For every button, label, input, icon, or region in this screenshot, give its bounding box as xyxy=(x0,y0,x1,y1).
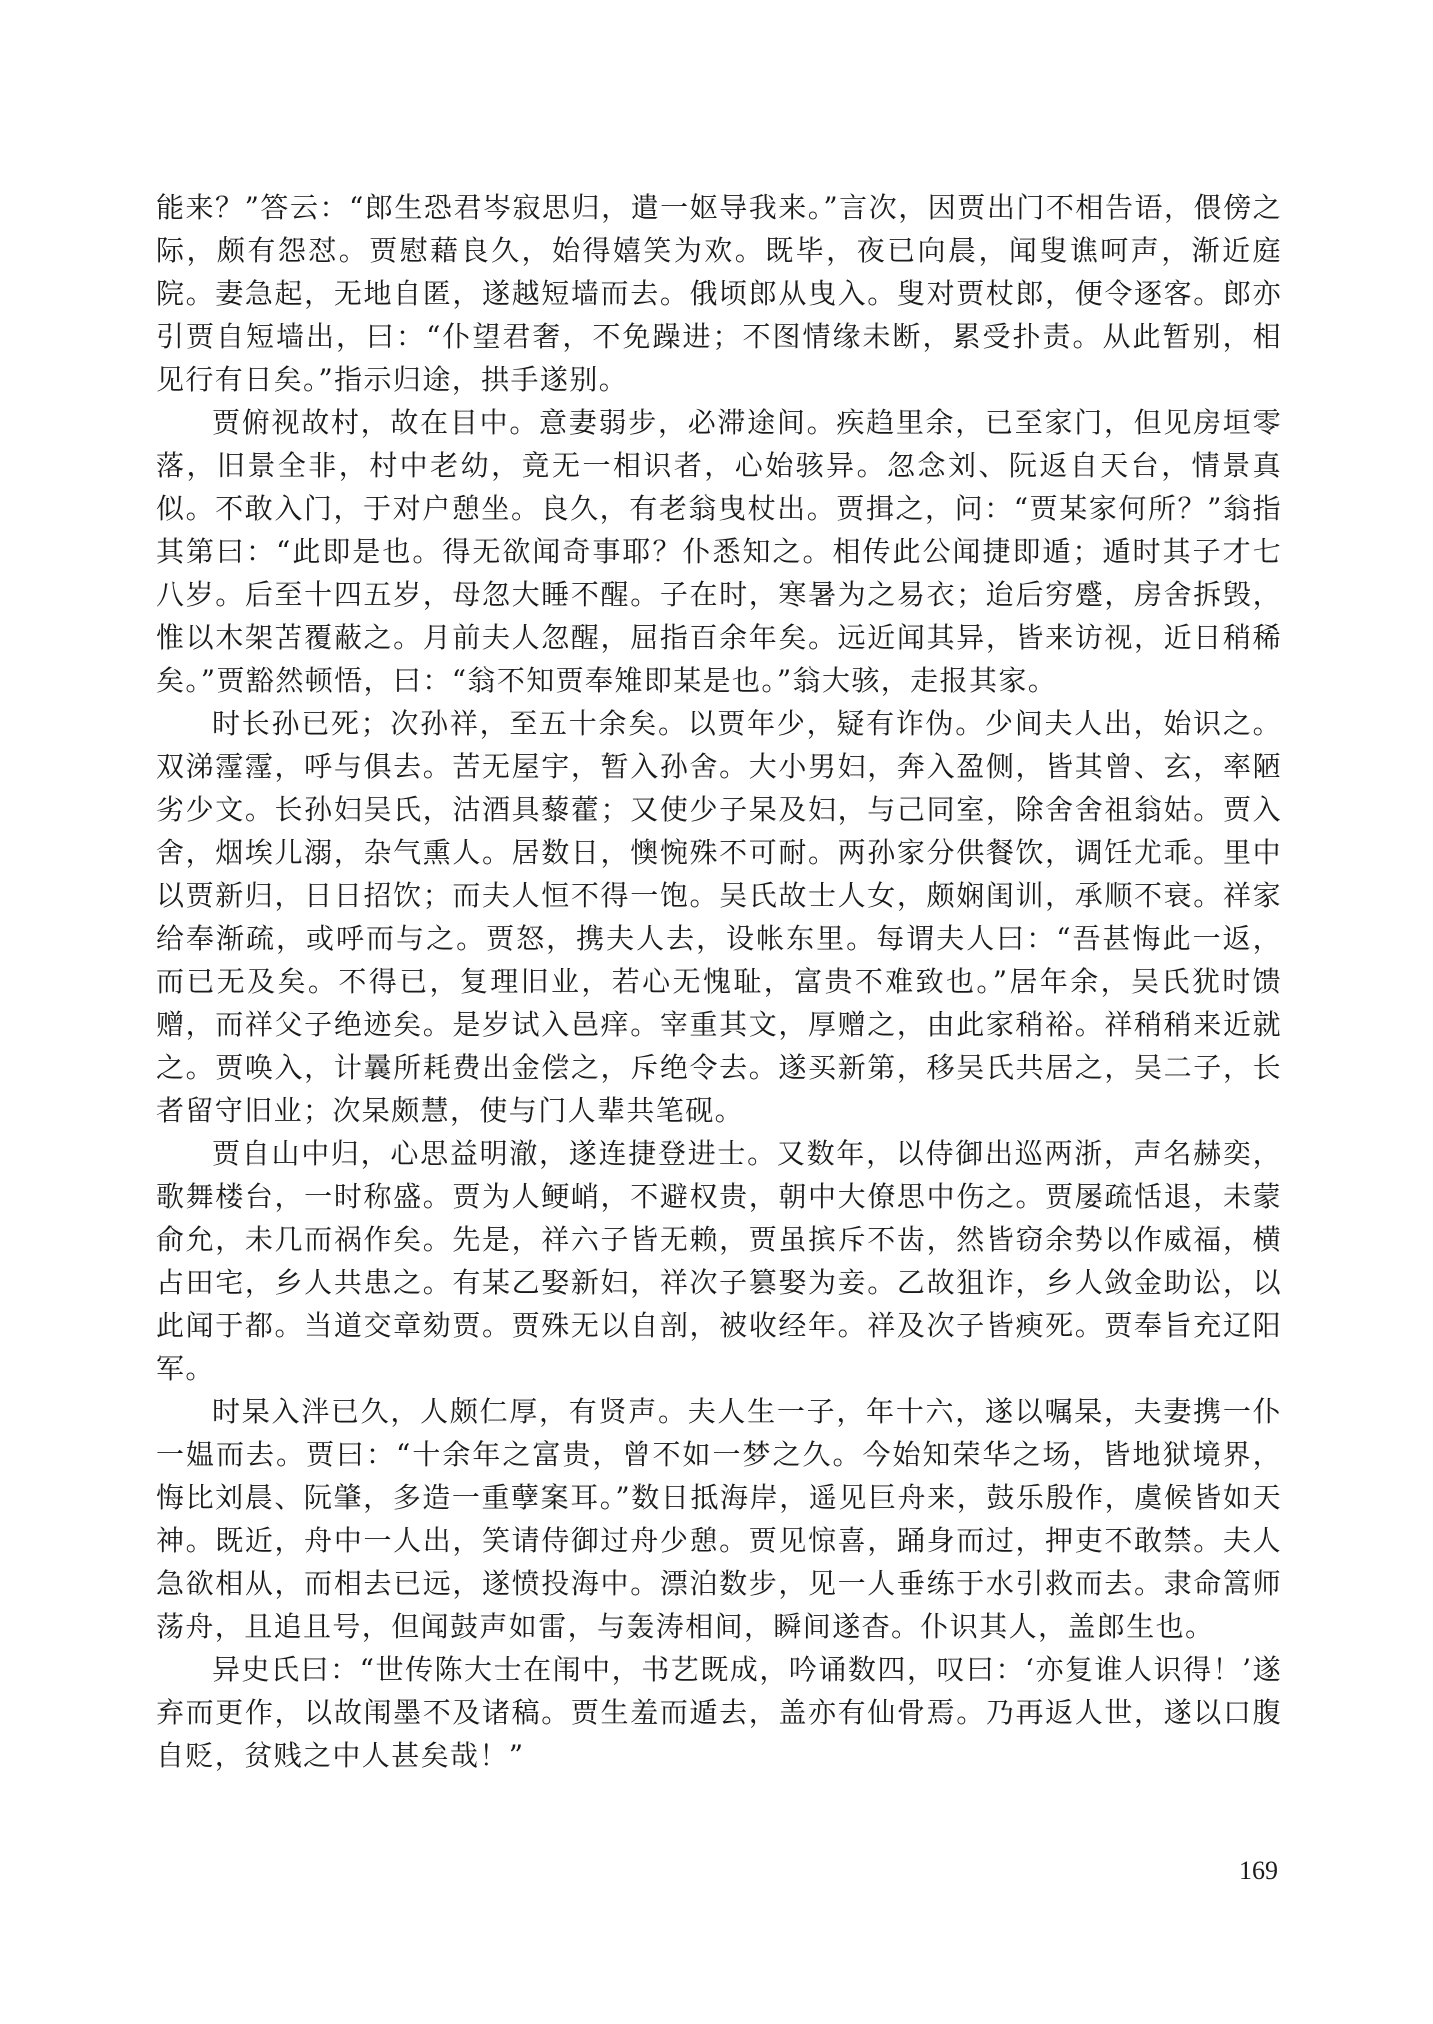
paragraph-5: 时杲入泮已久，人颇仁厚，有贤声。夫人生一子，年十六，遂以嘱杲，夫妻携一仆一媪而去。贾曰：“十余年之富贵，曾不如一梦之久。今始知荣华之场，皆地狱境界，悔比刘晨、阮肇，多造一重孽案耳。”数日抵海岸，遥见巨舟来，鼓乐殷作，虞候皆如天神。既近，舟中一人出，笑请侍御过舟少憩。贾见惊喜，踊身而过，押吏不敢禁。夫人急欲相从，而相去已远，遂愤投海中。漂泊数步，见一人垂练于水引救而去。隶命篙师荡舟，且追且号，但闻鼓声如雷，与轰涛相间，瞬间遂杳。仆识其人，盖郎生也。 xyxy=(156,1395,1282,1643)
paragraph-6: 异史氏曰：“世传陈大士在闱中，书艺既成，吟诵数四，叹曰：‘亦复谁人识得！’遂弃而更作，以故闱墨不及诸稿。贾生羞而遁去，盖亦有仙骨焉。乃再返人世，遂以口腹自贬，贫贱之中人甚矣哉！” xyxy=(156,1653,1282,1772)
paragraph-3: 时长孙已死；次孙祥，至五十余矣。以贾年少，疑有诈伪。少间夫人出，始识之。双涕霪霪，呼与俱去。苦无屋宇，暂入孙舍。大小男妇，奔入盈侧，皆其曾、玄，率陋劣少文。长孙妇吴氏，沽酒具藜藿；又使少子杲及妇，与己同室，除舍舍祖翁姑。贾入舍，烟埃儿溺，杂气熏人。居数日，懊惋殊不可耐。两孙家分供餐饮，调饪尤乖。里中以贾新归，日日招饮；而夫人恒不得一饱。吴氏故士人女，颇娴闺训，承顺不衰。祥家给奉渐疏，或呼而与之。贾怒，携夫人去，设帐东里。每谓夫人曰：“吾甚悔此一返，而已无及矣。不得已，复理旧业，若心无愧耻，富贵不难致也。”居年余，吴氏犹时馈赠，而祥父子绝迹矣。是岁试入邑痒。宰重其文，厚赠之，由此家稍裕。祥稍稍来近就之。贾唤入，计曩所耗费出金偿之，斥绝令去。遂买新第，移吴氏共居之，吴二子，长者留守旧业；次杲颇慧，使与门人辈共笔砚。 xyxy=(156,707,1282,1127)
body-text xyxy=(156,186,1282,1777)
page-number: 169 xyxy=(1239,1856,1278,1885)
paragraph-1: 能来？”答云：“郎生恐君岑寂思归，遣一妪导我来。”言次，因贾出门不相告语，偎傍之际，颇有怨怼。贾慰藉良久，始得嬉笑为欢。既毕，夜已向晨，闻叟谯呵声，渐近庭院。妻急起，无地自匿，遂越短墙而去。俄顷郎从曳入。叟对贾杖郎，便令逐客。郎亦引贾自短墙出，曰：“仆望君奢，不免躁进；不图情缘未断，累受扑责。从此暂别，相见行有日矣。”指示归途，拱手遂别。 xyxy=(156,191,1282,396)
paragraph-2: 贾俯视故村，故在目中。意妻弱步，必滞途间。疾趋里余，已至家门，但见房垣零落，旧景全非，村中老幼，竟无一相识者，心始骇异。忽念刘、阮返自天台，情景真似。不敢入门，于对户憩坐。良久，有老翁曳杖出。贾揖之，问：“贾某家何所？”翁指其第曰：“此即是也。得无欲闻奇事耶？仆悉知之。相传此公闻捷即遁；遁时其子才七八岁。后至十四五岁，母忽大睡不醒。子在时，寒暑为之易衣；迨后穷蹙，房舍拆毁，惟以木架苫覆蔽之。月前夫人忽醒，屈指百余年矣。远近闻其异，皆来访视，近日稍稀矣。”贾豁然顿悟，曰：“翁不知贾奉雉即某是也。”翁大骇，走报其家。 xyxy=(156,406,1282,697)
paragraph-4: 贾自山中归，心思益明澈，遂连捷登进士。又数年，以侍御出巡两浙，声名赫奕，歌舞楼台，一时称盛。贾为人鲠峭，不避权贵，朝中大僚思中伤之。贾屡疏恬退，未蒙俞允，未几而祸作矣。先是，祥六子皆无赖，贾虽摈斥不齿，然皆窃余势以作威福，横占田宅，乡人共患之。有某乙娶新妇，祥次子篡娶为妾。乙故狙诈，乡人敛金助讼，以此闻于都。当道交章劾贾。贾殊无以自剖，被收经年。祥及次子皆瘐死。贾奉旨充辽阳军。 xyxy=(156,1137,1282,1385)
